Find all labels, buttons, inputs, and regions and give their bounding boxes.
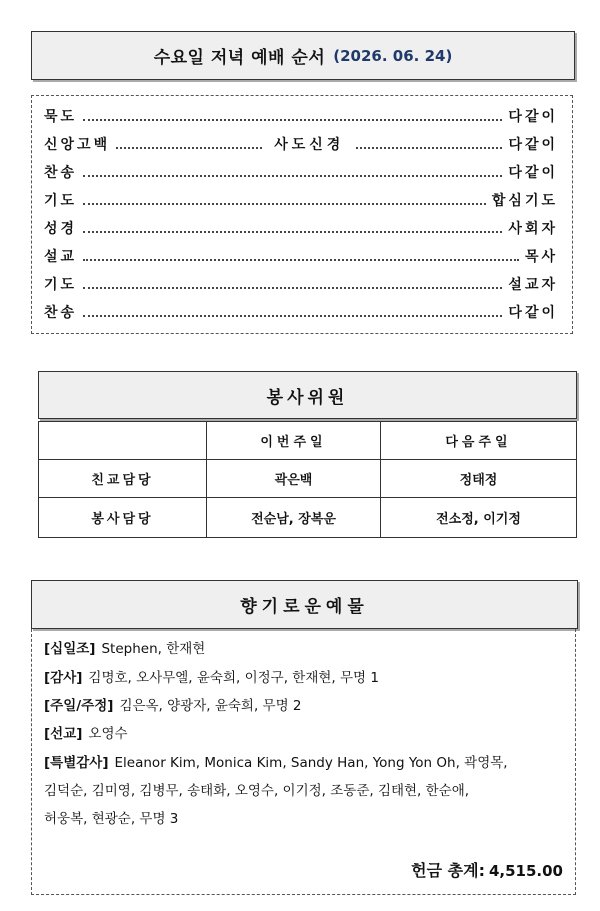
order-label: 찬송: [44, 305, 78, 321]
table-row: [39, 460, 577, 498]
order-label: 찬송: [44, 165, 78, 181]
offering-entry-mission: [44, 724, 565, 744]
service-title-banner: [31, 31, 575, 80]
order-of-service: [31, 95, 573, 334]
leader-dots: [83, 252, 519, 261]
order-label: 기도: [44, 277, 78, 293]
order-leader: 합심기도: [491, 193, 558, 209]
order-leader: 사회자: [508, 221, 558, 237]
order-label: 신앙고백: [44, 137, 111, 153]
offerings-list: [31, 629, 576, 895]
row-label: 친교담당: [39, 460, 207, 498]
offering-names-continued: 김덕순, 김미영, 김병무, 송태화, 오영수, 이기정, 조동준, 김태현, 한순애,: [44, 783, 470, 799]
service-date: (2026. 06. 24): [333, 46, 453, 65]
table-row: [39, 498, 577, 538]
order-leader: 설교자: [508, 277, 558, 293]
offering-names: 김은옥, 양광자, 윤숙희, 무명 2: [119, 698, 302, 714]
order-row: [44, 105, 558, 127]
table-corner-cell: [39, 422, 207, 460]
offering-category: [특별감사]: [44, 755, 109, 771]
order-row: [44, 189, 558, 211]
offerings-title: 향기로운예물: [240, 597, 369, 617]
offering-names-continued: 허웅복, 현광순, 무명 3: [44, 811, 179, 827]
next-week-cell: 전소정, 이기정: [381, 498, 577, 538]
this-week-cell: 곽은백: [207, 460, 381, 498]
leader-dots: [356, 140, 502, 149]
leader-dots: [83, 112, 502, 121]
order-row: [44, 245, 558, 267]
servers-table: [38, 421, 577, 538]
leader-dots: [83, 168, 502, 177]
order-label: 기도: [44, 193, 78, 209]
order-row: [44, 161, 558, 183]
offering-names: Eleanor Kim, Monica Kim, Sandy Han, Yong Yon Oh, 곽영목,: [114, 755, 508, 771]
offering-category: [주일/주정]: [44, 698, 114, 714]
servers-title: 봉사위원: [266, 387, 349, 408]
order-leader: 다같이: [508, 137, 559, 153]
order-content: 사도신경: [274, 137, 345, 153]
next-week-cell: 정태정: [381, 460, 577, 498]
offering-entry-tithe: [44, 639, 565, 659]
table-header-row: [39, 422, 577, 460]
column-header-this-week: 이번주일: [207, 422, 381, 460]
order-leader: 다같이: [508, 165, 558, 181]
this-week-cell: 전순남, 장복운: [207, 498, 381, 538]
offering-names: Stephen, 한재현: [101, 641, 206, 657]
offering-total: [411, 858, 563, 881]
offerings-heading: [31, 580, 578, 629]
total-label: 헌금 총계:: [411, 861, 485, 880]
service-title: 수요일 저녁 예배 순서: [153, 48, 326, 68]
offering-entry-thanks: [44, 668, 565, 688]
order-leader: 다같이: [508, 305, 558, 321]
leader-dots: [83, 224, 502, 233]
order-row: [44, 217, 558, 239]
total-value: 4,515.00: [488, 862, 563, 880]
column-header-next-week: 다음주일: [381, 422, 577, 460]
offering-category: [선교]: [44, 726, 83, 742]
leader-dots: [83, 280, 502, 289]
leader-dots: [116, 140, 262, 149]
offering-names: 오영수: [88, 726, 128, 742]
order-row: [44, 273, 558, 295]
order-label: 성경: [44, 221, 78, 237]
leader-dots: [83, 308, 502, 317]
order-leader: 다같이: [508, 109, 558, 125]
servers-heading: [38, 371, 577, 419]
offering-category: [십일조]: [44, 641, 96, 657]
order-row: [44, 133, 558, 155]
order-label: 설교: [44, 249, 78, 265]
offering-names: 김명호, 오사무엘, 윤숙희, 이정구, 한재현, 무명 1: [88, 670, 379, 686]
offering-entry-sunday: [44, 696, 565, 716]
order-row: [44, 301, 558, 323]
leader-dots: [83, 196, 486, 205]
row-label: 봉사담당: [39, 498, 207, 538]
order-label: 묵도: [44, 109, 78, 125]
offering-entry-special: [44, 753, 565, 773]
order-leader: 목사: [524, 249, 558, 265]
offering-category: [감사]: [44, 670, 83, 686]
